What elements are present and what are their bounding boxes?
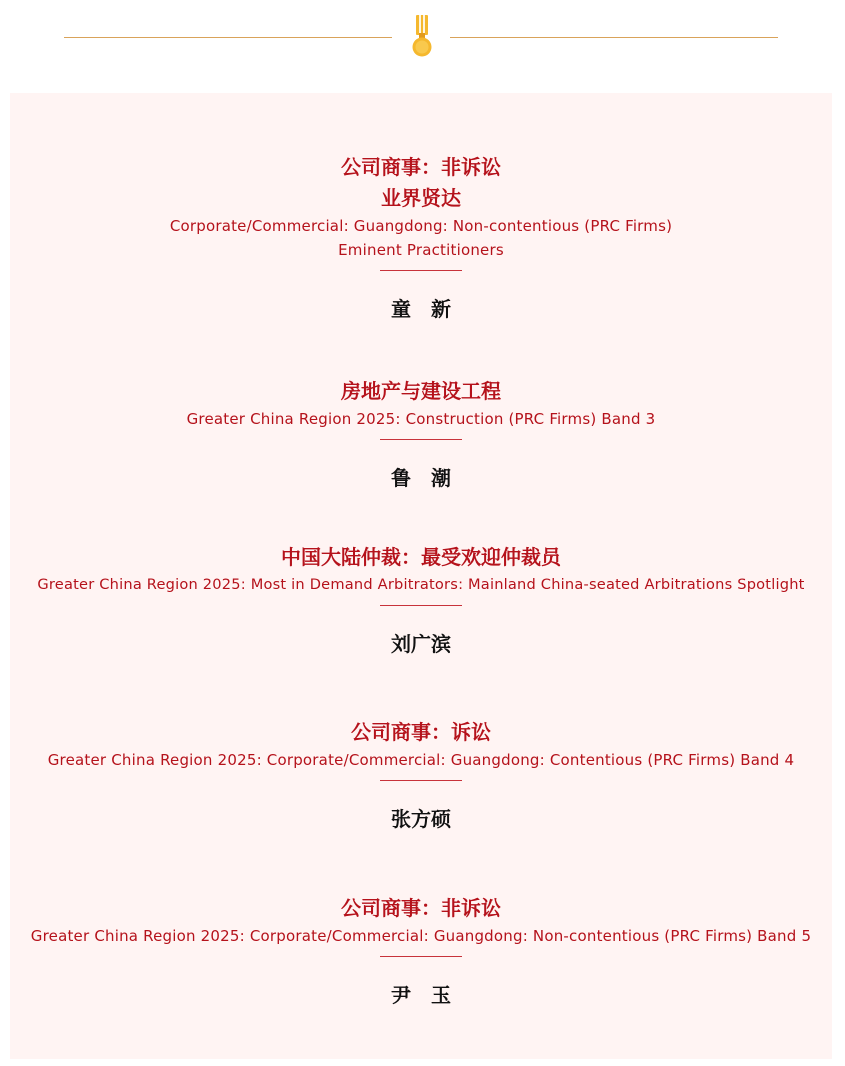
person-name: 刘广滨	[391, 632, 451, 656]
section-title: 中国大陆仲裁：最受欢迎仲裁员	[281, 545, 561, 569]
section-divider	[380, 605, 462, 606]
section-title: 公司商事：非诉讼	[341, 155, 501, 179]
ranking-section-corporate-contentious	[10, 717, 832, 833]
header-divider-left	[64, 37, 392, 38]
section-english-subtitle: Eminent Practitioners	[338, 241, 504, 259]
section-divider	[380, 780, 462, 781]
section-divider	[380, 956, 462, 957]
section-english-title: Greater China Region 2025: Corporate/Commercial: Guangdong: Non-contentious (PRC Firms) Band 5	[30, 927, 812, 945]
section-title: 公司商事：非诉讼	[341, 896, 501, 920]
section-divider	[380, 439, 462, 440]
section-english-title: Greater China Region 2025: Construction (PRC Firms) Band 3	[186, 410, 656, 428]
rankings-panel	[10, 93, 832, 1059]
person-name: 鲁 潮	[391, 466, 451, 490]
ranking-section-arbitration	[10, 542, 832, 658]
ranking-section-construction	[10, 376, 832, 492]
person-name: 尹 玉	[391, 983, 451, 1007]
section-divider	[380, 270, 462, 271]
person-name: 童 新	[391, 297, 451, 321]
ranking-section-corporate-noncontentious-band5	[10, 893, 832, 1009]
medal-icon	[411, 15, 433, 57]
section-title: 公司商事：诉讼	[351, 720, 491, 744]
section-subtitle: 业界贤达	[381, 186, 461, 210]
section-title: 房地产与建设工程	[341, 379, 501, 403]
person-name: 张方硕	[391, 807, 451, 831]
section-english-title: Corporate/Commercial: Guangdong: Non-contentious (PRC Firms)	[169, 217, 673, 235]
section-english-title: Greater China Region 2025: Most in Demand Arbitrators: Mainland China-seated Arbitrations Spotlight	[37, 576, 805, 593]
header-divider-right	[450, 37, 778, 38]
page-header	[0, 0, 845, 93]
ranking-section-corporate-noncontentious-eminent	[10, 152, 832, 323]
section-english-title: Greater China Region 2025: Corporate/Commercial: Guangdong: Contentious (PRC Firms) Band 4	[47, 751, 795, 769]
